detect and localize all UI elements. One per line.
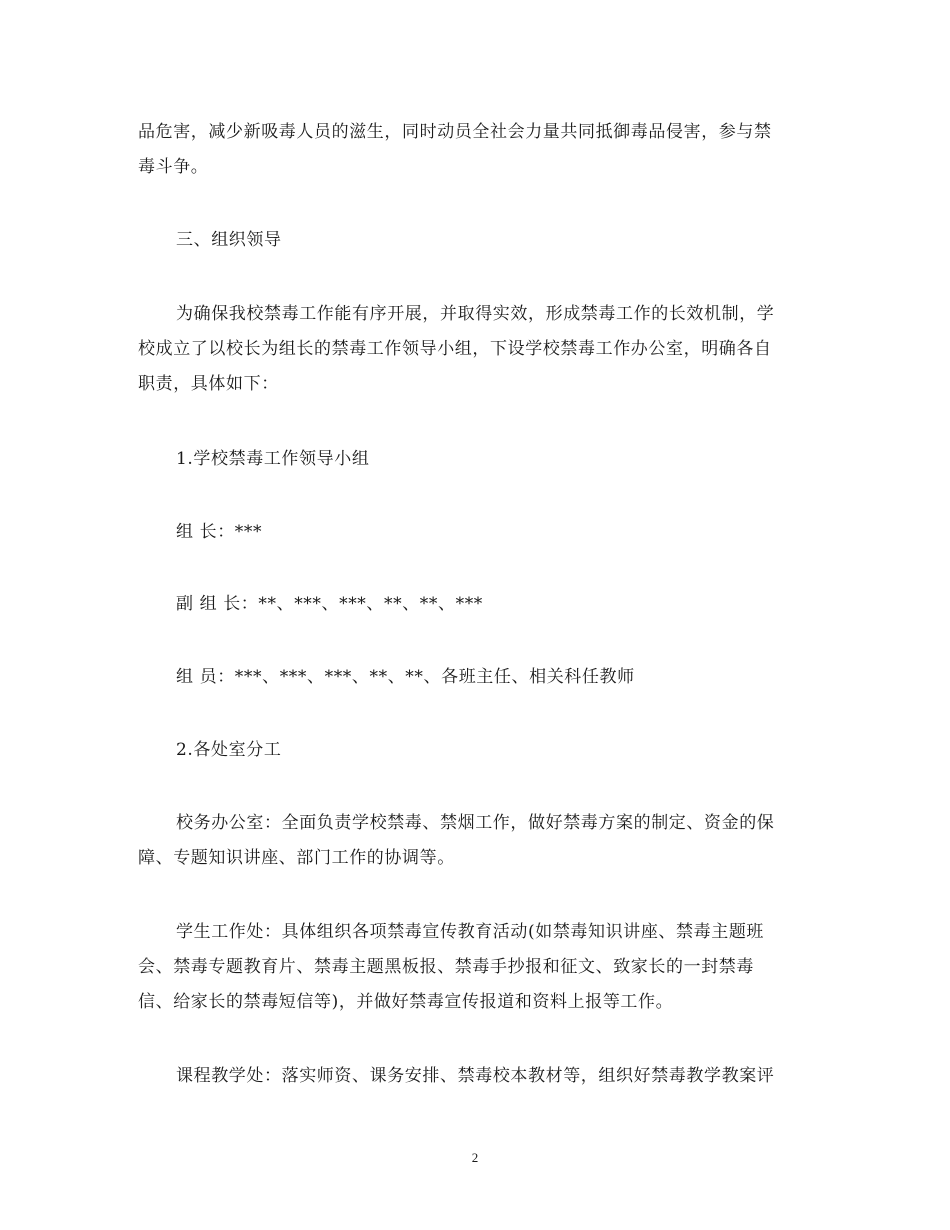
- paragraph-line: 校务办公室：全面负责学校禁毒、禁烟工作，做好禁毒方案的制定、资金的保: [176, 813, 775, 833]
- paragraph-line: 为确保我校禁毒工作能有序开展，并取得实效，形成禁毒工作的长效机制，学: [176, 304, 775, 324]
- paragraph-line: 信、给家长的禁毒短信等)，并做好禁毒宣传报道和资料上报等工作。: [138, 992, 674, 1012]
- subsection-heading: 1.学校禁毒工作领导小组: [176, 449, 370, 469]
- paragraph-line: 校成立了以校长为组长的禁毒工作领导小组，下设学校禁毒工作办公室，明确各自: [138, 339, 772, 359]
- subsection-heading: 2.各处室分工: [176, 740, 282, 760]
- paragraph-line: 学生工作处：具体组织各项禁毒宣传教育活动(如禁毒知识讲座、禁毒主题班: [176, 922, 765, 942]
- deputy-leader-line: 副 组 长：**、***、***、**、**、***: [176, 594, 483, 614]
- paragraph-line: 职责，具体如下：: [138, 374, 279, 394]
- paragraph-line: 品危害，减少新吸毒人员的滋生，同时动员全社会力量共同抵御毒品侵害，参与禁: [138, 122, 772, 142]
- leader-line: 组 长：***: [176, 522, 263, 542]
- paragraph-line: 会、禁毒专题教育片、禁毒主题黑板报、禁毒手抄报和征文、致家长的一封禁毒: [138, 957, 754, 977]
- paragraph-line: 障、专题知识讲座、部门工作的协调等。: [138, 848, 455, 868]
- paragraph-line: 课程教学处：落实师资、课务安排、禁毒校本教材等，组织好禁毒教学教案评: [176, 1066, 775, 1086]
- section-heading: 三、组织领导: [176, 230, 282, 250]
- page-number: 2: [471, 1150, 479, 1165]
- members-line: 组 员：***、***、***、**、**、各班主任、相关科任教师: [176, 667, 635, 687]
- paragraph-line: 毒斗争。: [138, 157, 209, 177]
